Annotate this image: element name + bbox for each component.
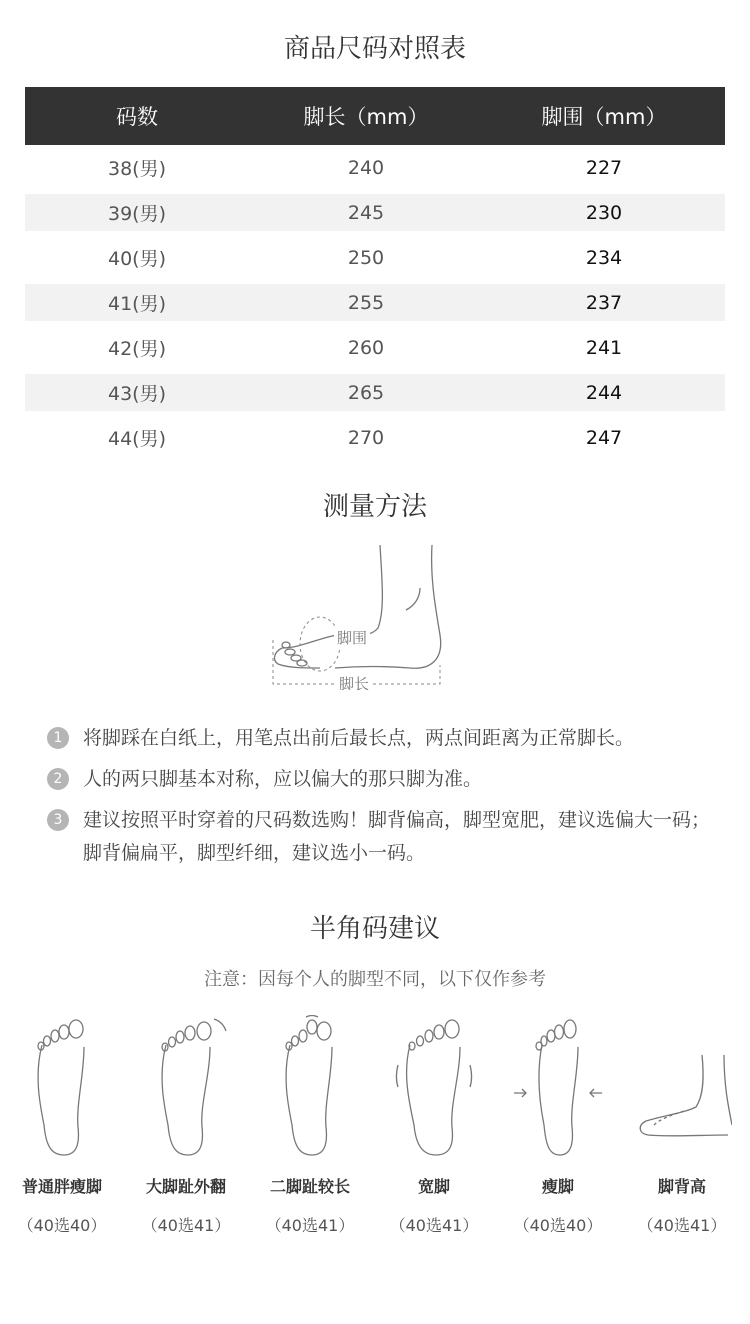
foot-heel-outline-icon	[335, 545, 441, 668]
wide-foot-icon	[384, 1015, 484, 1160]
foot-type-item	[496, 1015, 620, 1236]
table-header	[25, 87, 725, 145]
half-size-note: 注意：因每个人的脚型不同，以下仅作参考	[204, 969, 546, 990]
cell-size: 41(男)	[107, 293, 166, 315]
cell-length: 270	[347, 426, 385, 449]
cell-size: 44(男)	[107, 428, 166, 450]
foot-type-size: （40选41）	[637, 1216, 727, 1235]
cell-length: 255	[347, 291, 385, 314]
foot-type-item	[0, 1015, 124, 1236]
table-row	[25, 325, 725, 370]
measure-title: 测量方法	[322, 492, 427, 522]
half-size-title: 半角码建议	[309, 914, 440, 944]
step-number: 2	[47, 768, 69, 790]
girth-label: 脚围	[336, 629, 368, 647]
table-row	[25, 235, 725, 280]
step-item	[47, 722, 727, 755]
step-item	[47, 804, 727, 870]
cell-girth: 241	[585, 336, 623, 359]
foot-type-size: （40选40）	[17, 1216, 107, 1235]
cell-girth: 237	[585, 291, 623, 314]
table-row	[25, 284, 725, 321]
table-row	[25, 145, 725, 190]
size-table-title: 商品尺码对照表	[283, 34, 466, 64]
cell-girth: 244	[585, 381, 623, 404]
cell-girth: 234	[585, 246, 623, 269]
cell-size: 39(男)	[107, 203, 166, 225]
foot-type-size: （40选41）	[141, 1216, 231, 1235]
table-row	[25, 415, 725, 460]
step-text: 建议按照平时穿着的尺码数选购！脚背偏高，脚型宽肥，建议选偏大一码；脚背偏扁平，脚型纤细，建议选小一码。	[83, 809, 711, 864]
foot-type-item	[372, 1015, 496, 1236]
foot-type-size: （40选40）	[513, 1216, 603, 1235]
foot-type-item	[620, 1015, 744, 1236]
foot-type-item	[124, 1015, 248, 1236]
foot-type-list	[0, 1015, 750, 1236]
size-table	[25, 87, 725, 460]
cell-length: 245	[347, 201, 385, 224]
foot-measure-illustration	[260, 540, 450, 690]
long-second-toe-foot-icon	[260, 1015, 360, 1160]
foot-type-name: 瘦脚	[541, 1177, 574, 1196]
measure-steps	[47, 722, 727, 878]
cell-size: 40(男)	[107, 248, 166, 270]
step-number: 3	[47, 809, 69, 831]
narrow-foot-icon	[508, 1015, 608, 1160]
foot-type-name: 宽脚	[417, 1177, 450, 1196]
foot-type-item	[248, 1015, 372, 1236]
cell-length: 260	[347, 336, 385, 359]
header-length: 脚长（mm）	[303, 105, 429, 129]
foot-type-name: 二脚趾较长	[269, 1177, 350, 1196]
foot-type-name: 脚背高	[657, 1177, 706, 1196]
bunion-foot-icon	[136, 1015, 236, 1160]
foot-type-size: （40选41）	[265, 1216, 355, 1235]
header-girth: 脚围（mm）	[541, 105, 667, 129]
cell-length: 250	[347, 246, 385, 269]
foot-type-name: 大脚趾外翻	[145, 1177, 226, 1196]
cell-length: 240	[347, 156, 385, 179]
cell-size: 38(男)	[107, 158, 166, 180]
table-row	[25, 194, 725, 231]
foot-type-size: （40选41）	[389, 1216, 479, 1235]
cell-girth: 227	[585, 156, 623, 179]
cell-size: 42(男)	[107, 338, 166, 360]
cell-girth: 247	[585, 426, 623, 449]
length-label: 脚长	[338, 675, 370, 690]
header-size: 码数	[116, 105, 158, 129]
step-number: 1	[47, 727, 69, 749]
foot-type-name: 普通胖瘦脚	[21, 1177, 102, 1196]
cell-length: 265	[347, 381, 385, 404]
normal-foot-icon	[12, 1015, 112, 1160]
step-text: 将脚踩在白纸上，用笔点出前后最长点，两点间距离为正常脚长。	[83, 727, 635, 749]
cell-girth: 230	[585, 201, 623, 224]
step-text: 人的两只脚基本对称，应以偏大的那只脚为准。	[83, 768, 483, 790]
high-instep-foot-icon	[632, 1015, 732, 1160]
table-row	[25, 374, 725, 411]
step-item	[47, 763, 727, 796]
cell-size: 43(男)	[107, 383, 166, 405]
